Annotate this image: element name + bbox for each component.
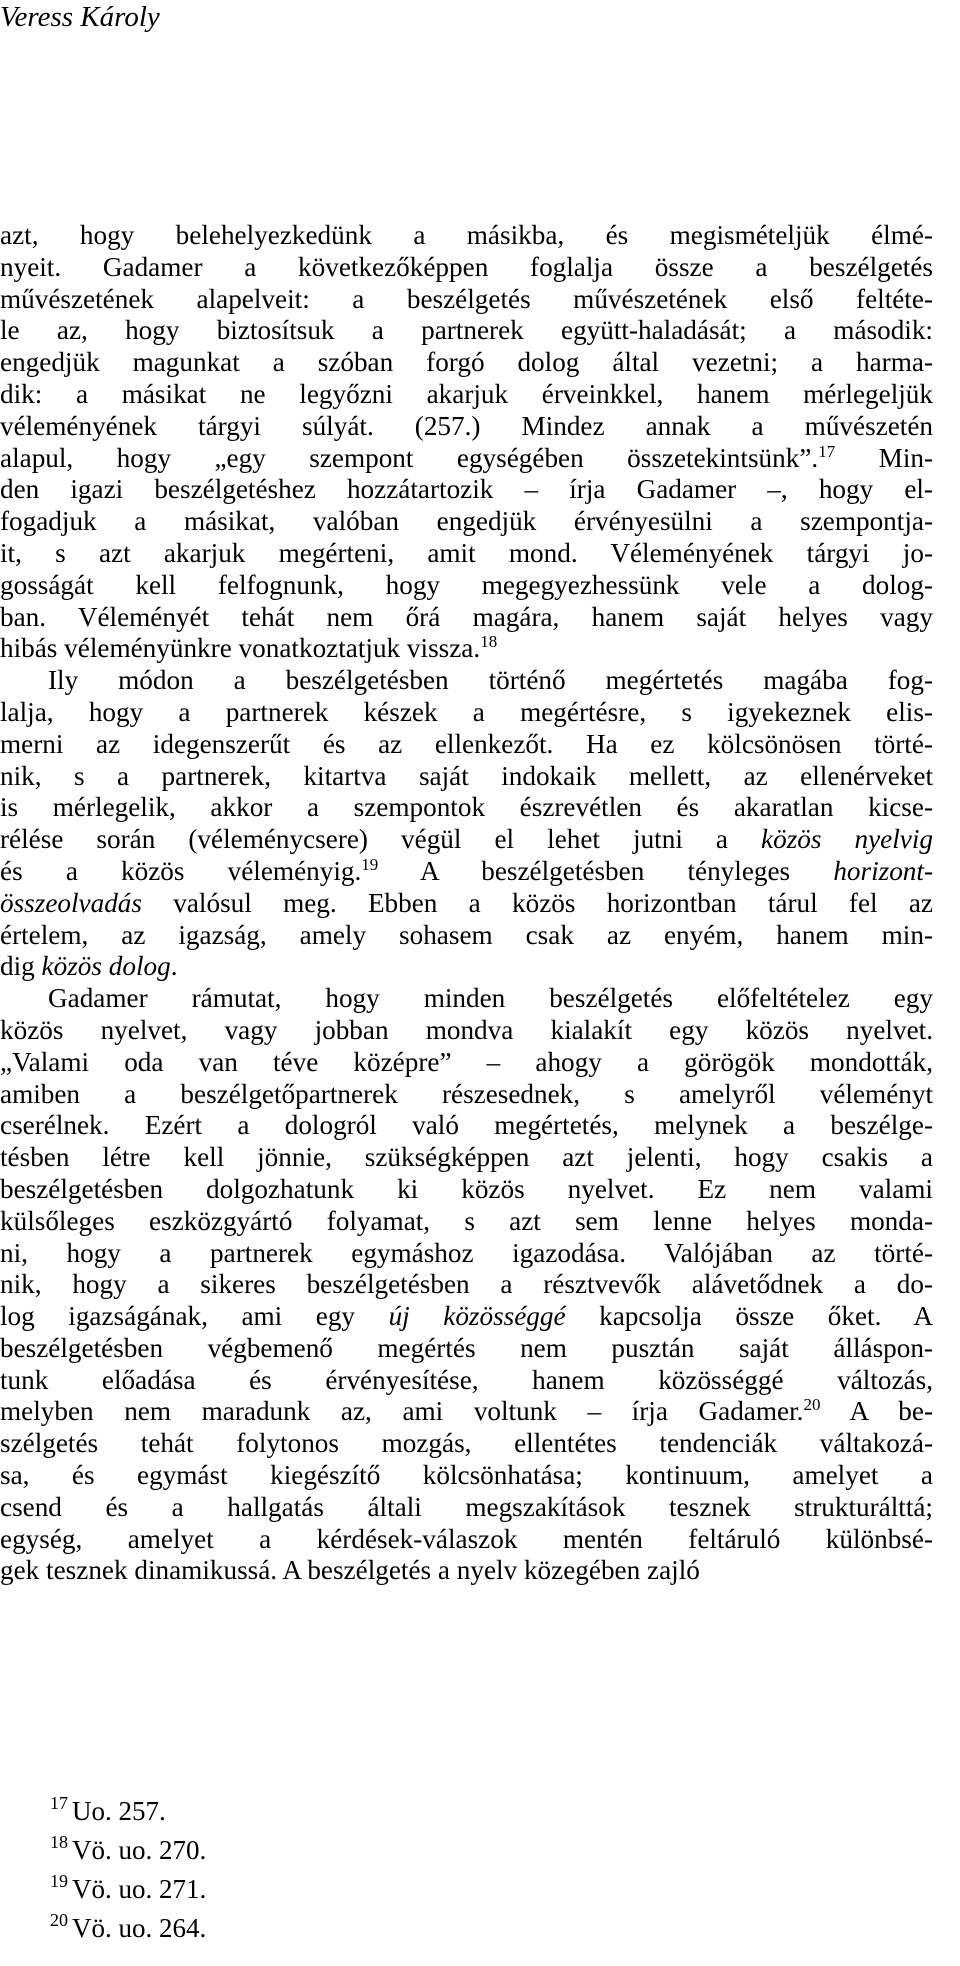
text-line: sa, és egymást kiegészítő kölcsönhatása; kontinuum, amelyet a bbox=[0, 1460, 933, 1491]
text-run: rélése során (véleménycsere) végül el lehet jutni a bbox=[0, 824, 728, 855]
body-text bbox=[0, 220, 933, 1587]
running-header: Veress Károly bbox=[0, 1, 160, 33]
text-line: egység, amelyet a kérdések-válaszok mentén feltáruló különbsé- bbox=[0, 1523, 933, 1554]
text-line: nik, hogy a sikeres beszélgetésben a résztvevők alávetődnek a do- bbox=[0, 1269, 933, 1300]
text-line: Gadamer rámutat, hogy minden beszélgetés előfeltételez egy bbox=[48, 983, 933, 1014]
text-line: gek tesznek dinamikussá. A beszélgetés a nyelv közegében zajló bbox=[0, 1555, 700, 1586]
text-line: den igazi beszélgetéshez hozzátartozik – írja Gadamer –, hogy el- bbox=[0, 474, 933, 505]
footnote-19 bbox=[50, 1870, 206, 1909]
text-run: . bbox=[170, 951, 178, 982]
text-line: nyeit. Gadamer a következőképpen foglalja össze a beszélgetés bbox=[0, 251, 933, 282]
text-line: tésben létre kell jönnie, szükségképpen azt jelenti, hogy csakis a bbox=[0, 1142, 933, 1173]
footnote-text: Uo. 257. bbox=[72, 1796, 166, 1826]
text-line bbox=[0, 1396, 933, 1428]
footnote-ref-19[interactable]: 19 bbox=[361, 854, 379, 874]
footnote-number: 19 bbox=[50, 1871, 68, 1891]
text-line bbox=[0, 951, 933, 983]
text-run: A beszélgetésben tényleges bbox=[419, 855, 791, 886]
text-run: valósul meg. Ebben a közös horizontban tárul fel az bbox=[173, 887, 933, 918]
text-line: „Valami oda van téve középre” – ahogy a görögök mondották, bbox=[0, 1046, 933, 1077]
text-line: le az, hogy biztosítsuk a partnerek együtt-haladását; a második: bbox=[0, 315, 933, 346]
text-line: azt, hogy belehelyezkedünk a másikba, és megismételjük élmé- bbox=[0, 220, 933, 250]
footnote-number: 20 bbox=[50, 1910, 68, 1930]
footnote-17 bbox=[50, 1792, 206, 1831]
footnote-text: Vö. uo. 270. bbox=[72, 1835, 207, 1865]
text-line: külsőleges eszközgyártó folyamat, s azt sem lenne helyes monda- bbox=[0, 1205, 933, 1236]
text-run: alapul, hogy „egy szempont egységében összetekintsünk”. bbox=[0, 442, 819, 473]
text-line: tunk előadása és érvényesítése, hanem közösséggé változás, bbox=[0, 1364, 933, 1395]
text-line: ni, hogy a partnerek egymáshoz igazodása. Valójában az törté- bbox=[0, 1237, 933, 1268]
text-line: beszélgetésben dolgozhatunk ki közös nyelvet. Ez nem valami bbox=[0, 1173, 933, 1204]
footnote-ref-17[interactable]: 17 bbox=[818, 441, 836, 461]
footnote-text: Vö. uo. 264. bbox=[72, 1913, 207, 1943]
text-run: kapcsolja össze őket. A bbox=[599, 1301, 934, 1332]
text-run: és a közös véleményig. bbox=[0, 855, 362, 886]
text-line: is mérlegelik, akkor a szempontok észrevétlen és akaratlan kicse- bbox=[0, 792, 933, 823]
text-line: művészetének alapelveit: a beszélgetés művészetének első feltéte- bbox=[0, 283, 933, 314]
text-line: fogadjuk a másikat, valóban engedjük érvényesülni a szempontja- bbox=[0, 506, 933, 537]
text-run: melyben nem maradunk az, ami voltunk – írja Gadamer. bbox=[0, 1396, 804, 1427]
footnote-number: 18 bbox=[50, 1832, 68, 1852]
text-line: ban. Véleményét tehát nem őrá magára, hanem saját helyes vagy bbox=[0, 601, 933, 632]
footnote-ref-20[interactable]: 20 bbox=[803, 1395, 821, 1415]
text-line bbox=[0, 824, 933, 856]
emphasis-text: közös dolog bbox=[41, 951, 171, 982]
text-line bbox=[0, 888, 933, 920]
text-line: gosságát kell felfognunk, hogy megegyezhessünk vele a dolog- bbox=[0, 569, 933, 600]
text-line bbox=[0, 856, 933, 888]
footnote-20 bbox=[50, 1909, 206, 1948]
text-run: dig bbox=[0, 951, 35, 982]
text-line: amiben a beszélgetőpartnerek részesednek, s amelyről véleményt bbox=[0, 1078, 933, 1109]
text-line: nik, s a partnerek, kitartva saját indokaik mellett, az ellenérveket bbox=[0, 760, 933, 791]
text-run: Min- bbox=[878, 442, 934, 473]
text-line bbox=[0, 1301, 933, 1333]
text-line: Ily módon a beszélgetésben történő megértetés magába fog- bbox=[48, 665, 933, 696]
text-line: cserélnek. Ezért a dologról való megértetés, melynek a beszélge- bbox=[0, 1110, 933, 1141]
text-line: it, s azt akarjuk megérteni, amit mond. Véleményének tárgyi jo- bbox=[0, 537, 933, 568]
emphasis-text: közös nyelvig bbox=[761, 824, 933, 855]
text-line: merni az idegenszerűt és az ellenkezőt. Ha ez kölcsönösen törté- bbox=[0, 728, 933, 759]
text-run: A be- bbox=[849, 1396, 933, 1427]
text-line: csend és a hallgatás általi megszakítások tesznek strukturálttá; bbox=[0, 1491, 933, 1522]
text-line: engedjük magunkat a szóban forgó dolog által vezetni; a harma- bbox=[0, 347, 933, 378]
text-line bbox=[0, 633, 933, 665]
text-line: véleményének tárgyi súlyát. (257.) Mindez annak a művészetén bbox=[0, 410, 933, 441]
text-line: dik: a másikat ne legyőzni akarjuk érveinkkel, hanem mérlegeljük bbox=[0, 378, 933, 409]
footnotes bbox=[50, 1792, 206, 1948]
text-run: log igazságának, ami egy bbox=[0, 1301, 356, 1332]
footnote-18 bbox=[50, 1831, 206, 1870]
footnote-number: 17 bbox=[50, 1793, 68, 1813]
footnote-text: Vö. uo. 271. bbox=[72, 1874, 207, 1904]
text-line bbox=[0, 443, 933, 475]
text-line: szélgetés tehát folytonos mozgás, ellentétes tendenciák váltakozá- bbox=[0, 1428, 933, 1459]
text-line: lalja, hogy a partnerek készek a megértésre, s igyekeznek elis- bbox=[0, 696, 933, 727]
emphasis-text: horizont- bbox=[833, 855, 934, 886]
text-line: értelem, az igazság, amely sohasem csak az enyém, hanem min- bbox=[0, 919, 933, 950]
text-line: beszélgetésben végbemenő megértés nem pusztán saját álláspon- bbox=[0, 1332, 933, 1363]
emphasis-text: új közösséggé bbox=[388, 1301, 566, 1332]
text-line: közös nyelvet, vagy jobban mondva kialakít egy közös nyelvet. bbox=[0, 1014, 933, 1045]
text-run: hibás véleményünkre vonatkoztatjuk vissza. bbox=[0, 633, 481, 664]
footnote-ref-18[interactable]: 18 bbox=[480, 632, 498, 652]
emphasis-text: összeolvadás bbox=[0, 887, 142, 918]
